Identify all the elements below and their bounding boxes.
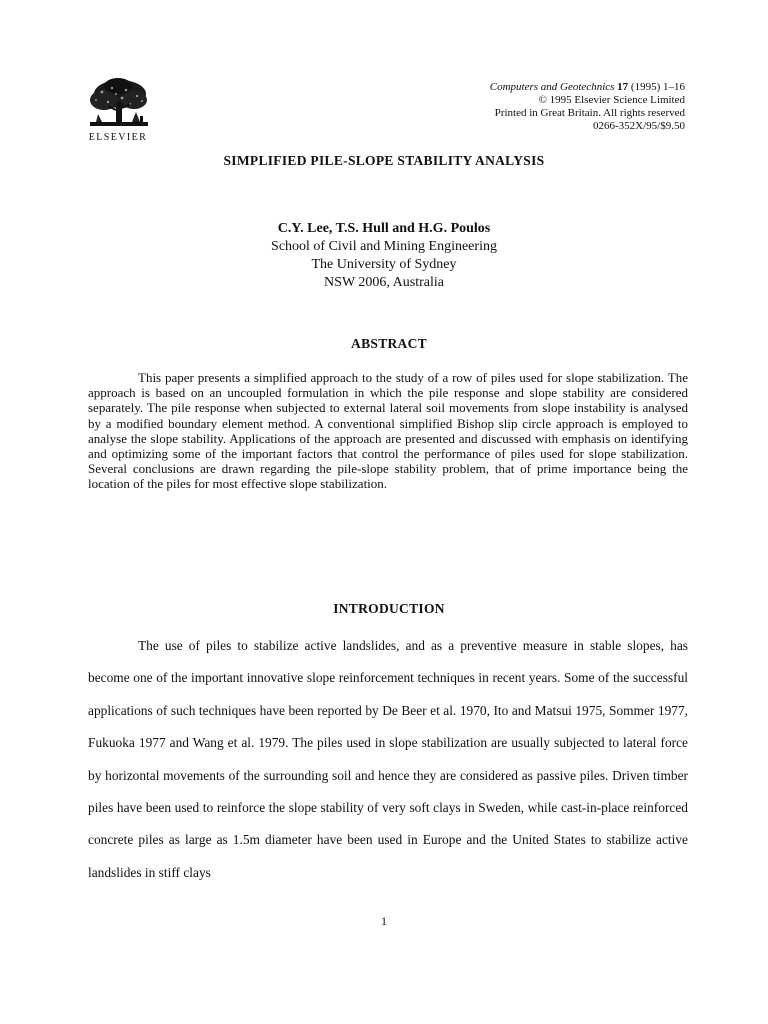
publisher-name: ELSEVIER xyxy=(88,132,148,143)
affiliation-line: School of Civil and Mining Engineering xyxy=(271,239,497,254)
article-code: 0266-352X/95/$9.50 xyxy=(593,120,685,132)
abstract-paragraph: This paper presents a simplified approach to the study of a row of piles used for slope stabilization. The approach is based on an uncoupled formulation in which the pile response and slope stability are considered separately. The pile response when subjected to external lateral soil movements from slope instability is analysed by a modified boundary element method. A conventional simplified Bishop slip circle approach is employed to analyse the slope stability. Applications of the approach are presented and discussed with emphasis on identifying and optimizing some of the important factors that control the performance of piles used for slope stabilization. Several conclusions are drawn regarding the pile-slope stability problem, that of prime importance being the location of the piles for most effective slope stabilization. xyxy=(88,370,688,492)
introduction-paragraph: The use of piles to stabilize active landslides, and as a preventive measure in stable slopes, has become one of the important innovative slope reinforcement techniques in recent years. Some of the successful applications of such techniques have been reported by De Beer et al. 1970, Ito and Matsui 1975, Sommer 1977, Fukuoka 1977 and Wang et al. 1979. The piles used in slope stabilization are usually subjected to lateral force by horizontal movements of the surrounding soil and hence they are considered as passive piles. Driven timber piles have been used to reinforce the slope stability of very soft clays in Sweden, while cast-in-place reinforced concrete piles as large as 1.5m diameter have been used in Europe and the United States to stabilize active landslides in stiff clays xyxy=(88,638,688,880)
journal-issue-pages: (1995) 1–16 xyxy=(630,81,685,93)
introduction-heading: INTRODUCTION xyxy=(333,601,445,616)
abstract-heading: ABSTRACT xyxy=(351,336,427,351)
tree-logo-icon xyxy=(82,76,154,132)
journal-volume: 17 xyxy=(617,81,629,93)
copyright-line: © 1995 Elsevier Science Limited xyxy=(538,94,685,106)
author-names: C.Y. Lee, T.S. Hull and H.G. Poulos xyxy=(277,221,491,236)
printed-line: Printed in Great Britain. All rights reserved xyxy=(494,107,685,119)
page-number: 1 xyxy=(381,914,387,928)
affiliation-line: The University of Sydney xyxy=(311,257,457,272)
journal-line xyxy=(365,81,685,94)
publisher-logo xyxy=(82,76,154,146)
citation-block xyxy=(365,81,685,133)
affiliation-line: NSW 2006, Australia xyxy=(324,275,444,290)
paper-title: SIMPLIFIED PILE-SLOPE STABILITY ANALYSIS xyxy=(223,153,545,168)
author-block xyxy=(0,220,768,292)
journal-name: Computers and Geotechnics xyxy=(489,81,615,93)
